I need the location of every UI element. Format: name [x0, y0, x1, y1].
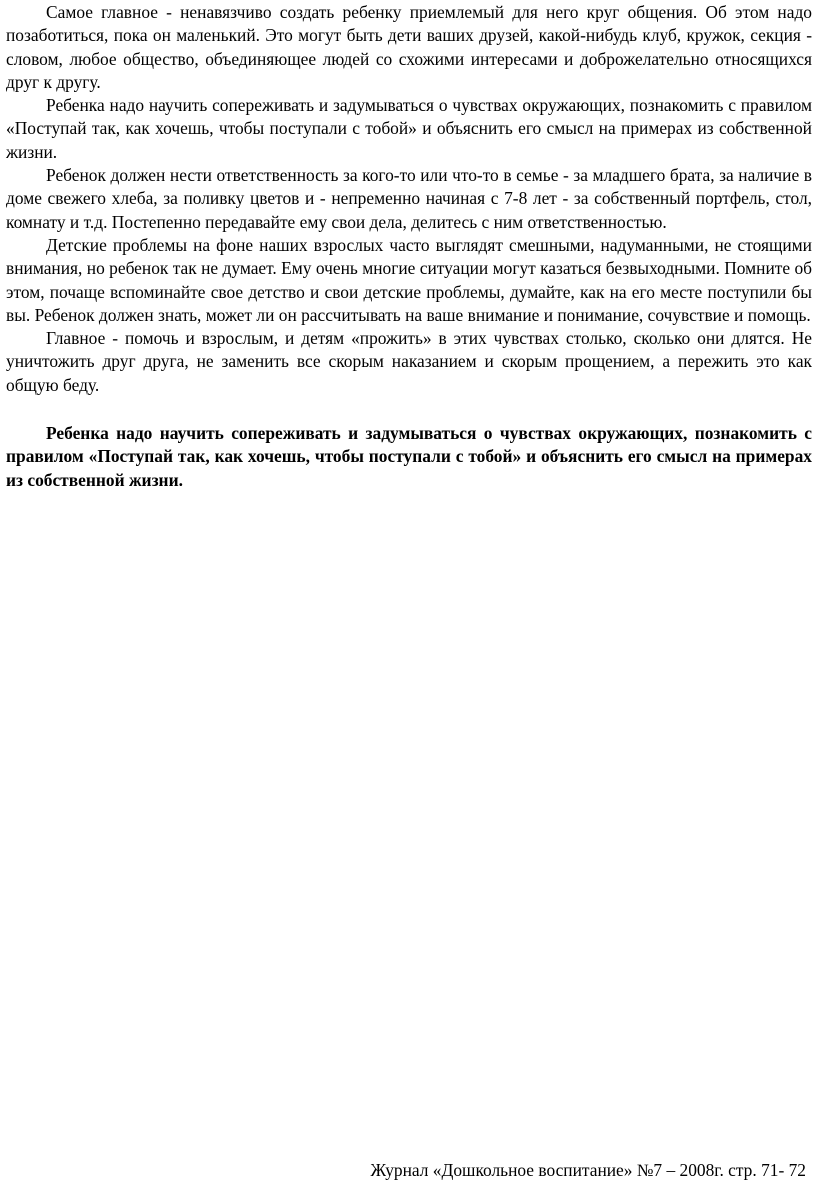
paragraph-responsibility: Ребенок должен нести ответственность за кого-то или что-то в семье - за младшего брата, за наличие в доме свежего хлеба, за поливку цветов и - непременно начиная с 7-8 лет - за собственный портфель, стол, комнату и т.д. Постепенно передавайте ему свои дела, делитесь с ним ответственностью. — [6, 165, 812, 232]
source-citation: Журнал «Дошкольное воспитание» №7 – 2008г. стр. 71- 72 — [370, 1160, 806, 1180]
paragraph-empathy: Ребенка надо научить сопереживать и задумываться о чувствах окружающих, познакомить с правилом «Поступай так, как хочешь, чтобы поступали с тобой» и объяснить его смысл на примерах из собственной жизни. — [6, 95, 812, 162]
paragraph-social-circle: Самое главное - ненавязчиво создать ребенку приемлемый для него круг общения. Об этом надо позаботиться, пока он маленький. Это могут быть дети ваших друзей, какой-нибудь клуб, кружок, секция - словом, любое общество, объединяющее людей со схожими интересами и доброжелательно относящихся друг к другу. — [6, 2, 812, 92]
paragraph-live-through-feelings: Главное - помочь и взрослым, и детям «прожить» в этих чувствах столько, сколько они длятся. Не уничтожить друг друга, не заменить все скорым наказанием и скорым прощением, а пережить это как общую беду. — [6, 328, 812, 395]
summary-bold-paragraph: Ребенка надо научить сопереживать и задумываться о чувствах окружающих, познакомить с правилом «Поступай так, как хочешь, чтобы поступали с тобой» и объяснить его смысл на примерах из собственной жизни. — [6, 423, 812, 490]
paragraph-child-problems: Детские проблемы на фоне наших взрослых часто выглядят смешными, надуманными, не стоящими внимания, но ребенок так не думает. Ему очень многие ситуации могут казаться безвыходными. Помните об этом, почаще вспоминайте свое детство и свои детские проблемы, думайте, как на его месте поступили бы вы. Ребенок должен знать, может ли он рассчитывать на ваше внимание и понимание, сочувствие и помощь. — [6, 234, 812, 325]
article-body — [6, 1, 812, 492]
